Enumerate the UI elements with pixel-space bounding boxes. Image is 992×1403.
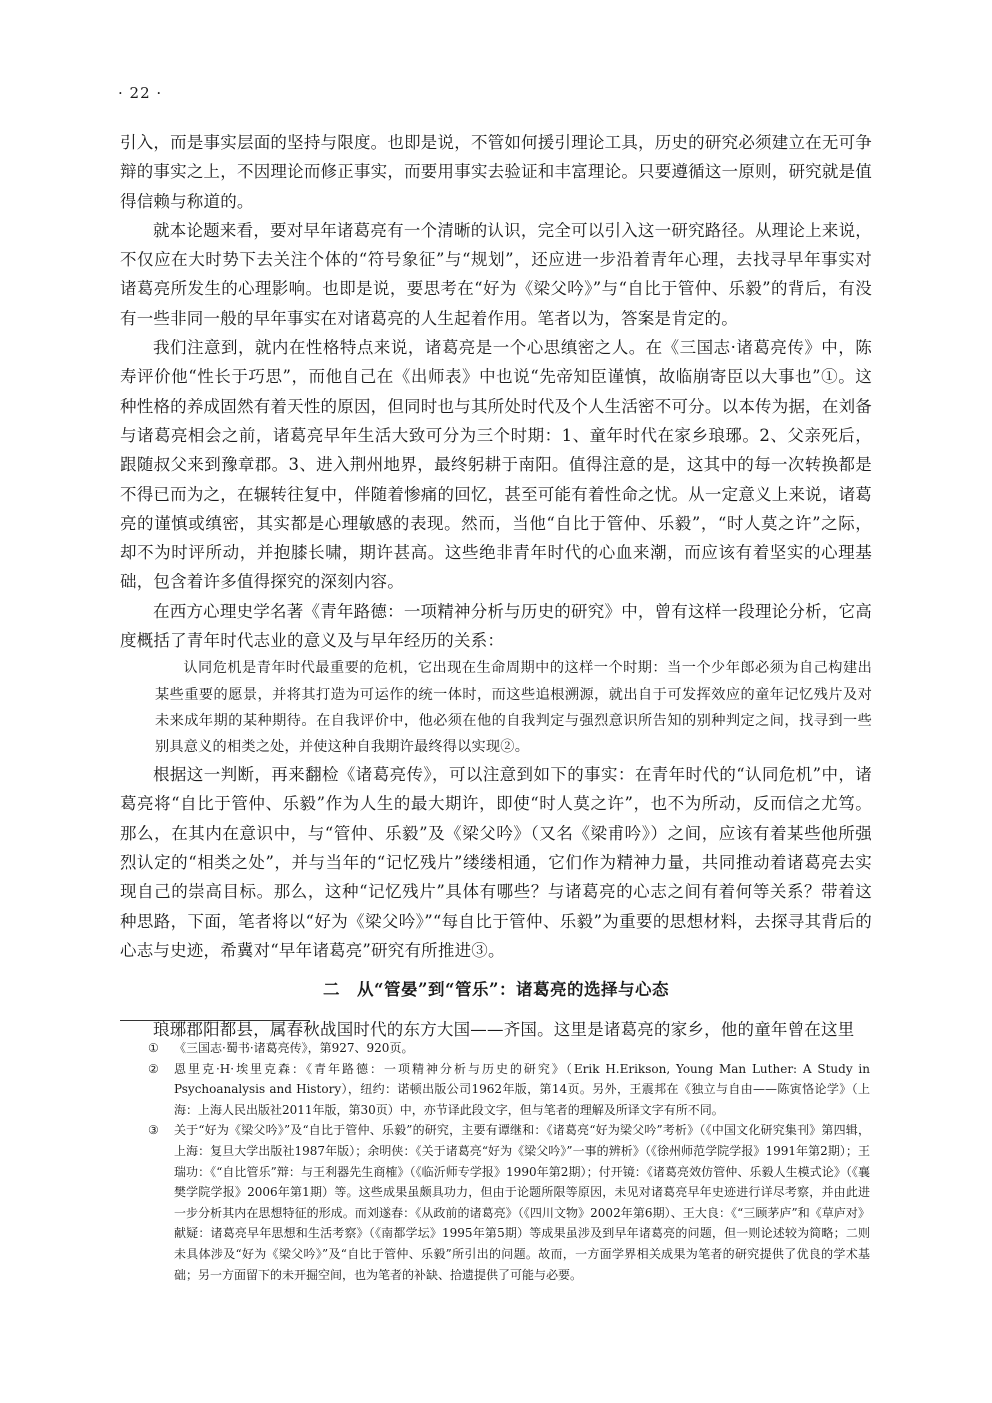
paragraph-5: 根据这一判断，再来翻检《诸葛亮传》，可以注意到如下的事实：在青年时代的“认同危机”中，诸葛亮将“自比于管仲、乐毅”作为人生的最大期许，即使“时人莫之许”，也不为所动，反而信之尤笃。那么，在其内在意识中，与“管仲、乐毅”及《梁父吟》（又名《梁甫吟》）之间，应该有着某些他所强烈认定的“相类之处”，并与当年的“记忆残片”缕缕相通，它们作为精神力量，共同推动着诸葛亮去实现自己的崇高目标。那么，这种“记忆残片”具体有哪些？与诸葛亮的心志之间有着何等关系？带着这种思路，下面，笔者将以“好为《梁父吟》”“每自比于管仲、乐毅”为重要的思想材料，去探寻其背后的心志与史迹，希冀对“早年诸葛亮”研究有所推进③。 [120,765,872,960]
footnote-3 [148,1120,870,1285]
footnote-rule [120,1020,310,1021]
footnote-text: 恩里克·H·埃里克森：《青年路德：一项精神分析与历史的研究》（Erik H.Erikson, Young Man Luther: A Study in Psychoanalysis and History），纽约：诺顿出版公司1962年版，第14页。另外，王震邦在《独立与自由——陈寅恪论学》（上海：上海人民出版社2011年版，第30页）中，亦节译此段文字，但与笔者的理解及所译文字有所不同。 [174,1061,870,1117]
footnote-mark: ③ [148,1123,159,1138]
block-quote-text: 认同危机是青年时代最重要的危机，它出现在生命周期中的这样一个时期：当一个少年郎必须为自己构建出某些重要的愿景，并将其打造为可运作的统一体时，而这些追根溯源，就出自于可发挥效应的童年记忆残片及对未来成年期的某种期待。在自我评价中，他必须在他的自我判定与强烈意识所告知的别种判定之间，找寻到一些别具意义的相类之处，并使这种自我期许最终得以实现②。 [155,660,872,755]
page-number: · 22 · [118,84,163,102]
footnotes [148,1038,870,1285]
section-first-paragraph: 琅琊郡阳都县，属春秋战国时代的东方大国——齐国。这里是诸葛亮的家乡，他的童年曾在这里 [153,1019,855,1039]
paragraph-4: 在西方心理史学名著《青年路德：一项精神分析与历史的研究》中，曾有这样一段理论分析，它高度概括了青年时代志业的意义及与早年经历的关系： [120,601,872,651]
paragraph-3: 我们注意到，就内在性格特点来说，诸葛亮是一个心思缜密之人。在《三国志·诸葛亮传》中，陈寿评价他“性长于巧思”，而他自己在《出师表》中也说“先帝知臣谨慎，故临崩寄臣以大事也”①。这种性格的养成固然有着天性的原因，但同时也与其所处时代及个人生活密不可分。以本传为据，在刘备与诸葛亮相会之前，诸葛亮早年生活大致可分为三个时期：1、童年时代在家乡琅琊。2、父亲死后，跟随叔父来到豫章郡。3、进入荆州地界，最终躬耕于南阳。值得注意的是，这其中的每一次转换都是不得已而为之，在辗转往复中，伴随着惨痛的回忆，甚至可能有着性命之忧。从一定意义上来说，诸葛亮的谨慎或缜密，其实都是心理敏感的表现。然而，当他“自比于管仲、乐毅”，“时人莫之许”之际，却不为时评所动，并抱膝长啸，期许甚高。这些绝非青年时代的心血来潮，而应该有着坚实的心理基础，包含着许多值得探究的深刻内容。 [120,338,872,592]
section-heading: 二 从“管晏”到“管乐”：诸葛亮的选择与心态 [323,980,669,1000]
footnote-2 [148,1059,870,1121]
block-quote [120,655,872,760]
footnote-1 [148,1038,870,1059]
body-text [120,128,872,1044]
footnote-text: 《三国志·蜀书·诸葛亮传》，第927、920页。 [174,1041,414,1055]
footnote-text: 关于“好为《梁父吟》”及“自比于管仲、乐毅”的研究，主要有谭继和：《诸葛亮“好为梁父吟”考析》（《中国文化研究集刊》第四辑，上海：复旦大学出版社1987年版）；余明侠：《关于诸葛亮“好为《梁父吟》”一事的辨析》（《徐州师范学院学报》1991年第2期）；王瑞功：《“自比管乐”辩：与王利器先生商榷》（《临沂师专学报》1990年第2期）；付开镜：《诸葛亮效仿管仲、乐毅人生模式论》（《襄樊学院学报》2006年第1期）等。这些成果虽颇具功力，但由于论题所限等原因，未见对诸葛亮早年史迹进行详尽考察，并由此进一步分析其内在思想特征的形成。而刘遂春：《从政前的诸葛亮》（《四川文物》2002年第6期）、王大良：《“三顾茅庐”和《草庐对》献疑：诸葛亮早年思想和生活考察》（《南都学坛》1995年第5期）等成果虽涉及到早年诸葛亮的问题，但一则论述较为简略；二则未具体涉及“好为《梁父吟》”及“自比于管仲、乐毅”所引出的问题。故而，一方面学界相关成果为笔者的研究提供了优良的学术基础；另一方面留下的未开掘空间，也为笔者的补缺、拾遗提供了可能与必要。 [174,1123,870,1282]
footnote-mark: ① [148,1041,159,1055]
footnote-mark: ② [148,1061,159,1076]
paragraph-2: 就本论题来看，要对早年诸葛亮有一个清晰的认识，完全可以引入这一研究路径。从理论上来说，不仅应在大时势下去关注个体的“符号象征”与“规划”，还应进一步沿着青年心理，去找寻早年事实对诸葛亮所发生的心理影响。也即是说，要思考在“好为《梁父吟》”与“自比于管仲、乐毅”的背后，有没有一些非同一般的早年事实在对诸葛亮的人生起着作用。笔者以为，答案是肯定的。 [120,220,872,328]
paragraph-1: 引入，而是事实层面的坚持与限度。也即是说，不管如何援引理论工具，历史的研究必须建立在无可争辩的事实之上，不因理论而修正事实，而要用事实去验证和丰富理论。只要遵循这一原则，研究就是值得信赖与称道的。 [120,133,872,211]
